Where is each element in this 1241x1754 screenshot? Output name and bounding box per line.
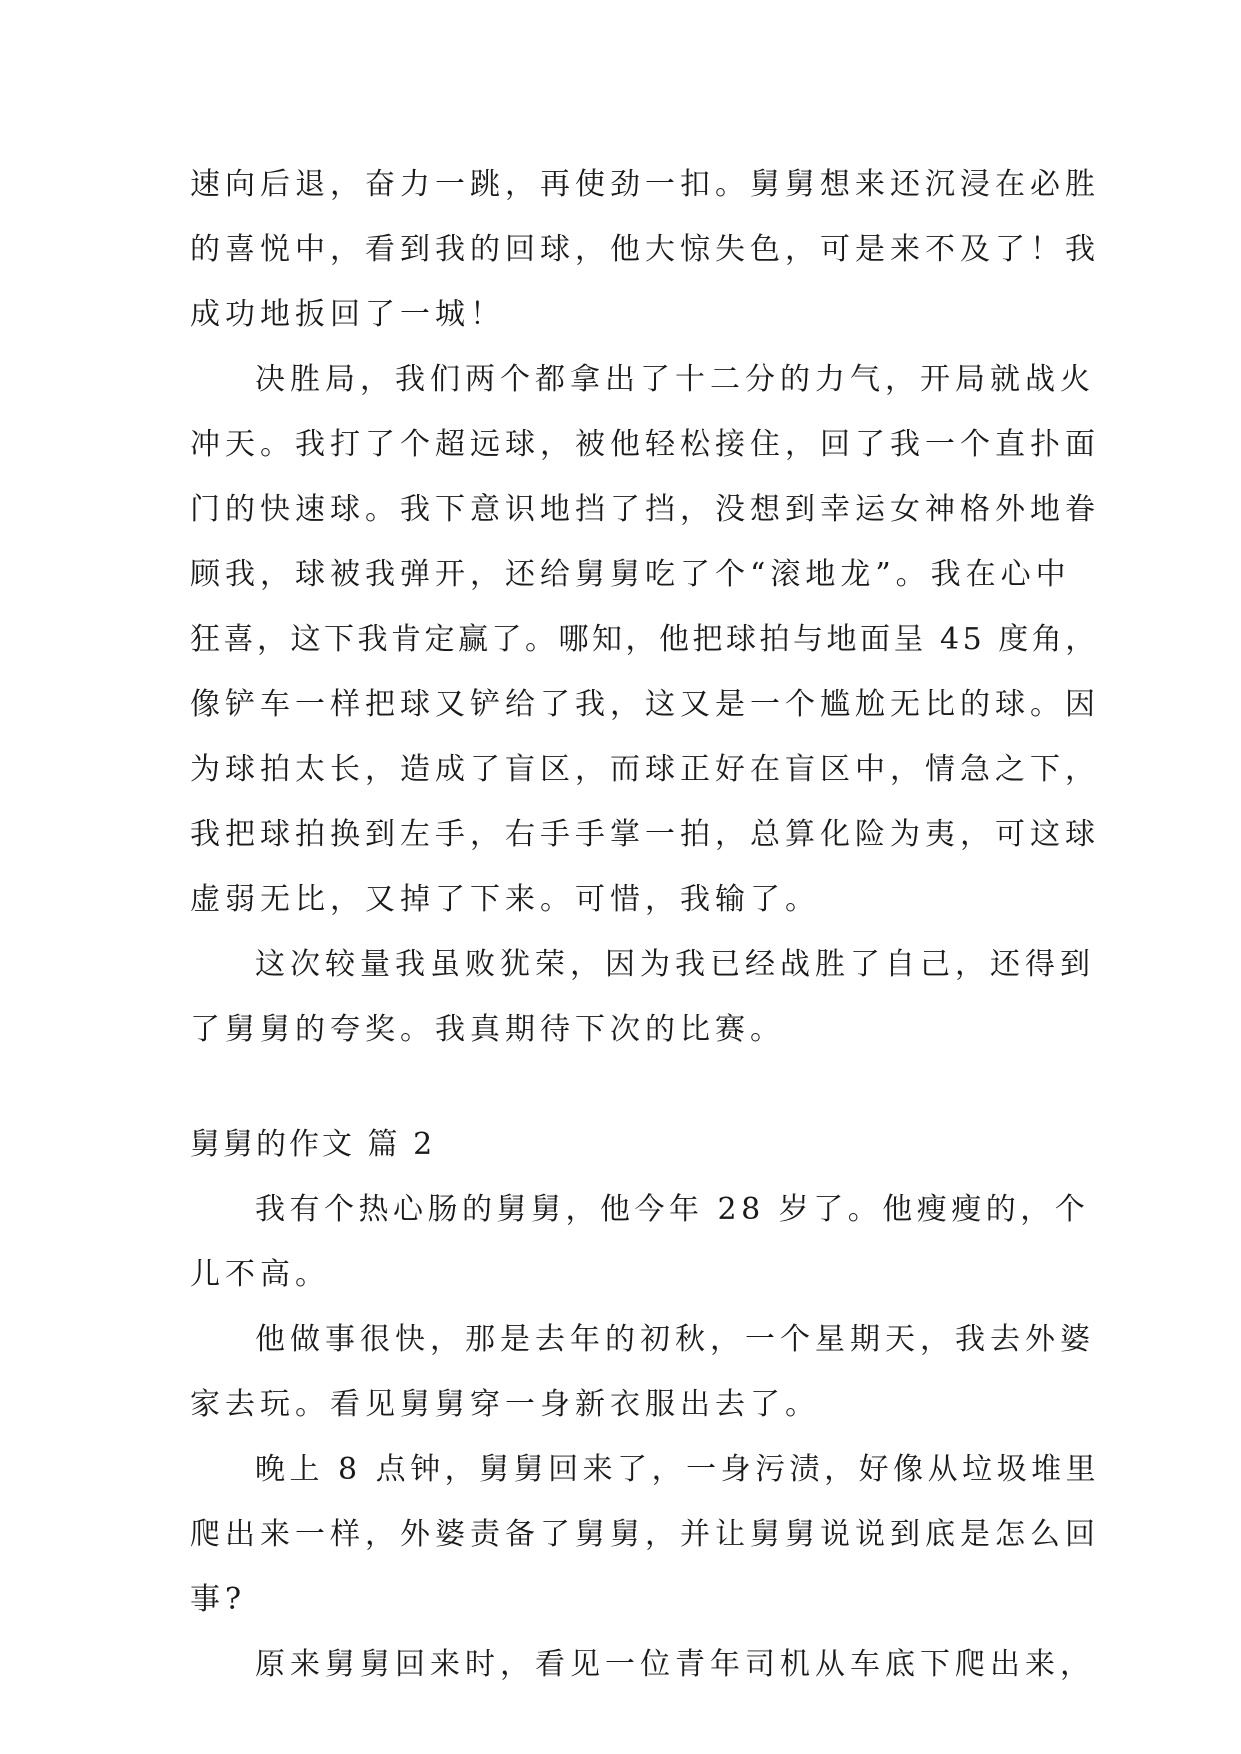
section-heading: 舅舅的作文 篇 2: [190, 1127, 436, 1162]
text-line: 我把球拍换到左手，右手手掌一拍，总算化险为夷，可这球: [190, 817, 1100, 852]
text-line: 门的快速球。我下意识地挡了挡，没想到幸运女神格外地眷: [190, 492, 1100, 527]
paragraph-start-line: 这次较量我虽败犹荣，因为我已经战胜了自己，还得到: [255, 947, 1095, 982]
paragraph-start-line: 原来舅舅回来时，看见一位青年司机从车底下爬出来，: [255, 1647, 1095, 1682]
text-line: 爬出来一样，外婆责备了舅舅，并让舅舅说说到底是怎么回: [190, 1517, 1100, 1552]
paragraph-start-line: 我有个热心肠的舅舅，他今年 28 岁了。他瘦瘦的，个: [255, 1192, 1090, 1227]
paragraph-start-line: 晚上 8 点钟，舅舅回来了，一身污渍，好像从垃圾堆里: [255, 1452, 1101, 1487]
text-line: 事?: [190, 1582, 247, 1617]
paragraph-start-line: 决胜局，我们两个都拿出了十二分的力气，开局就战火: [255, 362, 1095, 397]
text-line: 速向后退，奋力一跳，再使劲一扣。舅舅想来还沉浸在必胜: [190, 167, 1100, 202]
text-line: 为球拍太长，造成了盲区，而球正好在盲区中，情急之下，: [190, 752, 1100, 787]
paragraph-start-line: 他做事很快，那是去年的初秋，一个星期天，我去外婆: [255, 1322, 1095, 1357]
text-line: 的喜悦中，看到我的回球，他大惊失色，可是来不及了！我: [190, 232, 1100, 267]
text-line: 像铲车一样把球又铲给了我，这又是一个尴尬无比的球。因: [190, 687, 1100, 722]
text-line: 狂喜，这下我肯定赢了。哪知，他把球拍与地面呈 45 度角，: [190, 622, 1099, 657]
text-line: 顾我，球被我弹开，还给舅舅吃了个“滚地龙”。我在心中: [190, 557, 1071, 592]
text-line: 儿不高。: [190, 1257, 330, 1292]
text-line: 虚弱无比，又掉了下来。可惜，我输了。: [190, 882, 820, 917]
text-line: 了舅舅的夸奖。我真期待下次的比赛。: [190, 1012, 785, 1047]
text-line: 成功地扳回了一城！: [190, 297, 505, 332]
text-line: 冲天。我打了个超远球，被他轻松接住，回了我一个直扑面: [190, 427, 1100, 462]
text-line: 家去玩。看见舅舅穿一身新衣服出去了。: [190, 1387, 820, 1422]
